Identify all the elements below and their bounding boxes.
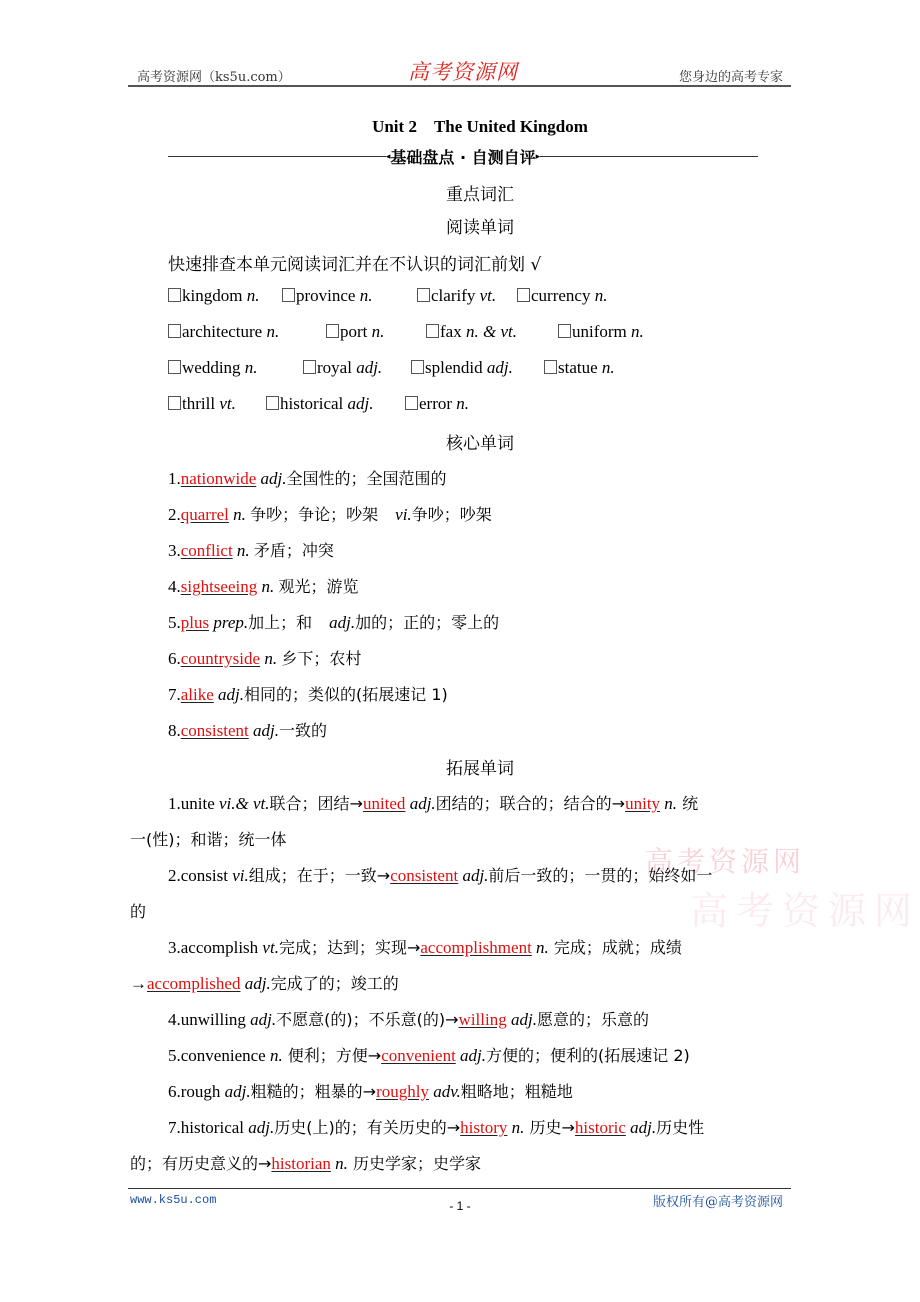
footer-divider [128, 1188, 791, 1189]
arrow-right-icon: → [130, 974, 147, 993]
heading-extended-words: 拓展单词 [446, 759, 514, 779]
vocab-item[interactable]: royal adj. [303, 358, 382, 378]
extended-word-item: 4.unwilling adj.不愿意(的)；不乐意(的)→willing adj.愿意的；乐意的 [168, 1010, 649, 1029]
checkbox-icon[interactable] [168, 360, 181, 374]
page-number: - 1 - [449, 1199, 471, 1213]
heading-core-words: 核心单词 [446, 434, 514, 454]
answer-word: united [362, 794, 406, 813]
checkbox-icon[interactable] [517, 288, 530, 302]
checkbox-icon[interactable] [168, 288, 181, 302]
checkbox-icon[interactable] [168, 396, 181, 410]
checkbox-icon[interactable] [544, 360, 557, 374]
extended-word-item: 6.rough adj.粗糙的；粗暴的→roughly adv.粗略地；粗糙地 [168, 1082, 573, 1101]
extended-word-continuation: 的 [130, 902, 147, 921]
checkbox-icon[interactable] [168, 324, 181, 338]
answer-word: roughly [376, 1082, 429, 1101]
banner-line-left [168, 156, 386, 157]
header-slogan: 您身边的高考专家 [678, 70, 783, 85]
checkbox-icon[interactable] [417, 288, 430, 302]
footer-copyright: 版权所有@高考资源网 [652, 1195, 783, 1210]
watermark-logo: 高考资源网 [645, 845, 806, 878]
triangle-right-icon: ▸ [535, 151, 541, 162]
vocab-item[interactable]: architecture n. [168, 322, 279, 342]
section-banner [168, 145, 758, 168]
triangle-left-icon: ◂ [385, 151, 391, 162]
answer-word: historian [271, 1154, 331, 1173]
answer-word: nationwide [180, 469, 257, 488]
core-word-item: 5.plus prep.加上；和 adj.加的；正的；零上的 [168, 613, 500, 632]
core-word-item: 1.nationwide adj.全国性的；全国范围的 [168, 469, 447, 488]
answer-word: alike [180, 685, 214, 704]
header-divider [128, 85, 791, 87]
checkbox-icon[interactable] [326, 324, 339, 338]
answer-word: quarrel [180, 505, 229, 524]
answer-word: willing [458, 1010, 507, 1029]
core-word-item: 2.quarrel n. 争吵；争论；吵架 vi.争吵；吵架 [168, 505, 492, 524]
answer-word: countryside [180, 649, 261, 668]
extended-word-continuation: 一(性)；和谐；统一体 [130, 830, 287, 849]
extended-word-item: 3.accomplish vt.完成；达到；实现→accomplishment n. 完成；成就；成绩 [168, 938, 682, 957]
instruction-text: 快速排查本单元阅读词汇并在不认识的词汇前划 √ [168, 255, 542, 275]
extended-word-item: 7.historical adj.历史(上)的；有关历史的→history n. 历史→historic adj.历史性 [168, 1118, 705, 1137]
answer-word: accomplishment [420, 938, 532, 957]
answer-word: accomplished [147, 974, 241, 993]
banner-text: 基础盘点 · 自测自评 [390, 148, 536, 167]
answer-word: history [460, 1118, 508, 1137]
answer-word: plus [180, 613, 210, 632]
vocab-item[interactable]: currency n. [517, 286, 607, 306]
core-word-item: 6.countryside n. 乡下；农村 [168, 649, 362, 668]
vocab-item[interactable]: splendid adj. [411, 358, 513, 378]
answer-word: consistent [180, 721, 249, 740]
answer-word: convenient [381, 1046, 456, 1065]
checkbox-icon[interactable] [303, 360, 316, 374]
extended-word-item: 1.unite vi.& vt.联合；团结→united adj.团结的；联合的；结合的→unity n. 统 [168, 794, 699, 813]
answer-word: unity [625, 794, 661, 813]
vocab-item[interactable]: wedding n. [168, 358, 258, 378]
extended-word-item: 5.convenience n. 便利；方便→convenient adj.方便的；便利的(拓展速记 2) [168, 1046, 690, 1065]
footer-website-link[interactable]: www.ks5u.com [130, 1193, 217, 1207]
core-word-item: 3.conflict n. 矛盾；冲突 [168, 541, 334, 560]
core-word-item: 8.consistent adj.一致的 [168, 721, 327, 740]
checkbox-icon[interactable] [411, 360, 424, 374]
checkbox-icon[interactable] [405, 396, 418, 410]
extended-word-continuation: →accomplished adj.完成了的；竣工的 [130, 974, 399, 993]
extended-word-item: 2.consist vi.组成；在于；一致→consistent adj.前后一致的；一贯的；始终如一 [168, 866, 713, 885]
header-logo: 高考资源网 [408, 60, 518, 84]
core-word-item: 7.alike adj.相同的；类似的(拓展速记 1) [168, 685, 448, 704]
watermark-logo-large: 高考资源网 [690, 889, 920, 933]
vocab-item[interactable]: historical adj. [266, 394, 374, 414]
vocab-item[interactable]: port n. [326, 322, 384, 342]
answer-word: conflict [180, 541, 233, 560]
vocab-item[interactable]: error n. [405, 394, 469, 414]
vocab-item[interactable]: kingdom n. [168, 286, 259, 306]
answer-word: consistent [390, 866, 459, 885]
page-title: Unit 2 The United Kingdom [372, 117, 588, 136]
answer-word: sightseeing [180, 577, 258, 596]
checkbox-icon[interactable] [282, 288, 295, 302]
heading-key-vocab: 重点词汇 [446, 185, 514, 205]
vocab-item[interactable]: thrill vt. [168, 394, 236, 414]
banner-line-right [540, 156, 758, 157]
checkbox-icon[interactable] [558, 324, 571, 338]
extended-word-continuation: 的；有历史意义的→historian n. 历史学家；史学家 [130, 1154, 482, 1173]
heading-reading-words: 阅读单词 [446, 218, 514, 238]
answer-word: historic [574, 1118, 626, 1137]
vocab-item[interactable]: clarify vt. [417, 286, 496, 306]
vocab-item[interactable]: statue n. [544, 358, 615, 378]
header-site-name: 高考资源网（ks5u.com） [137, 70, 291, 85]
checkbox-icon[interactable] [266, 396, 279, 410]
vocab-item[interactable]: uniform n. [558, 322, 644, 342]
vocab-item[interactable]: fax n. & vt. [426, 322, 517, 342]
core-word-item: 4.sightseeing n. 观光；游览 [168, 577, 359, 596]
vocab-item[interactable]: province n. [282, 286, 372, 306]
checkbox-icon[interactable] [426, 324, 439, 338]
